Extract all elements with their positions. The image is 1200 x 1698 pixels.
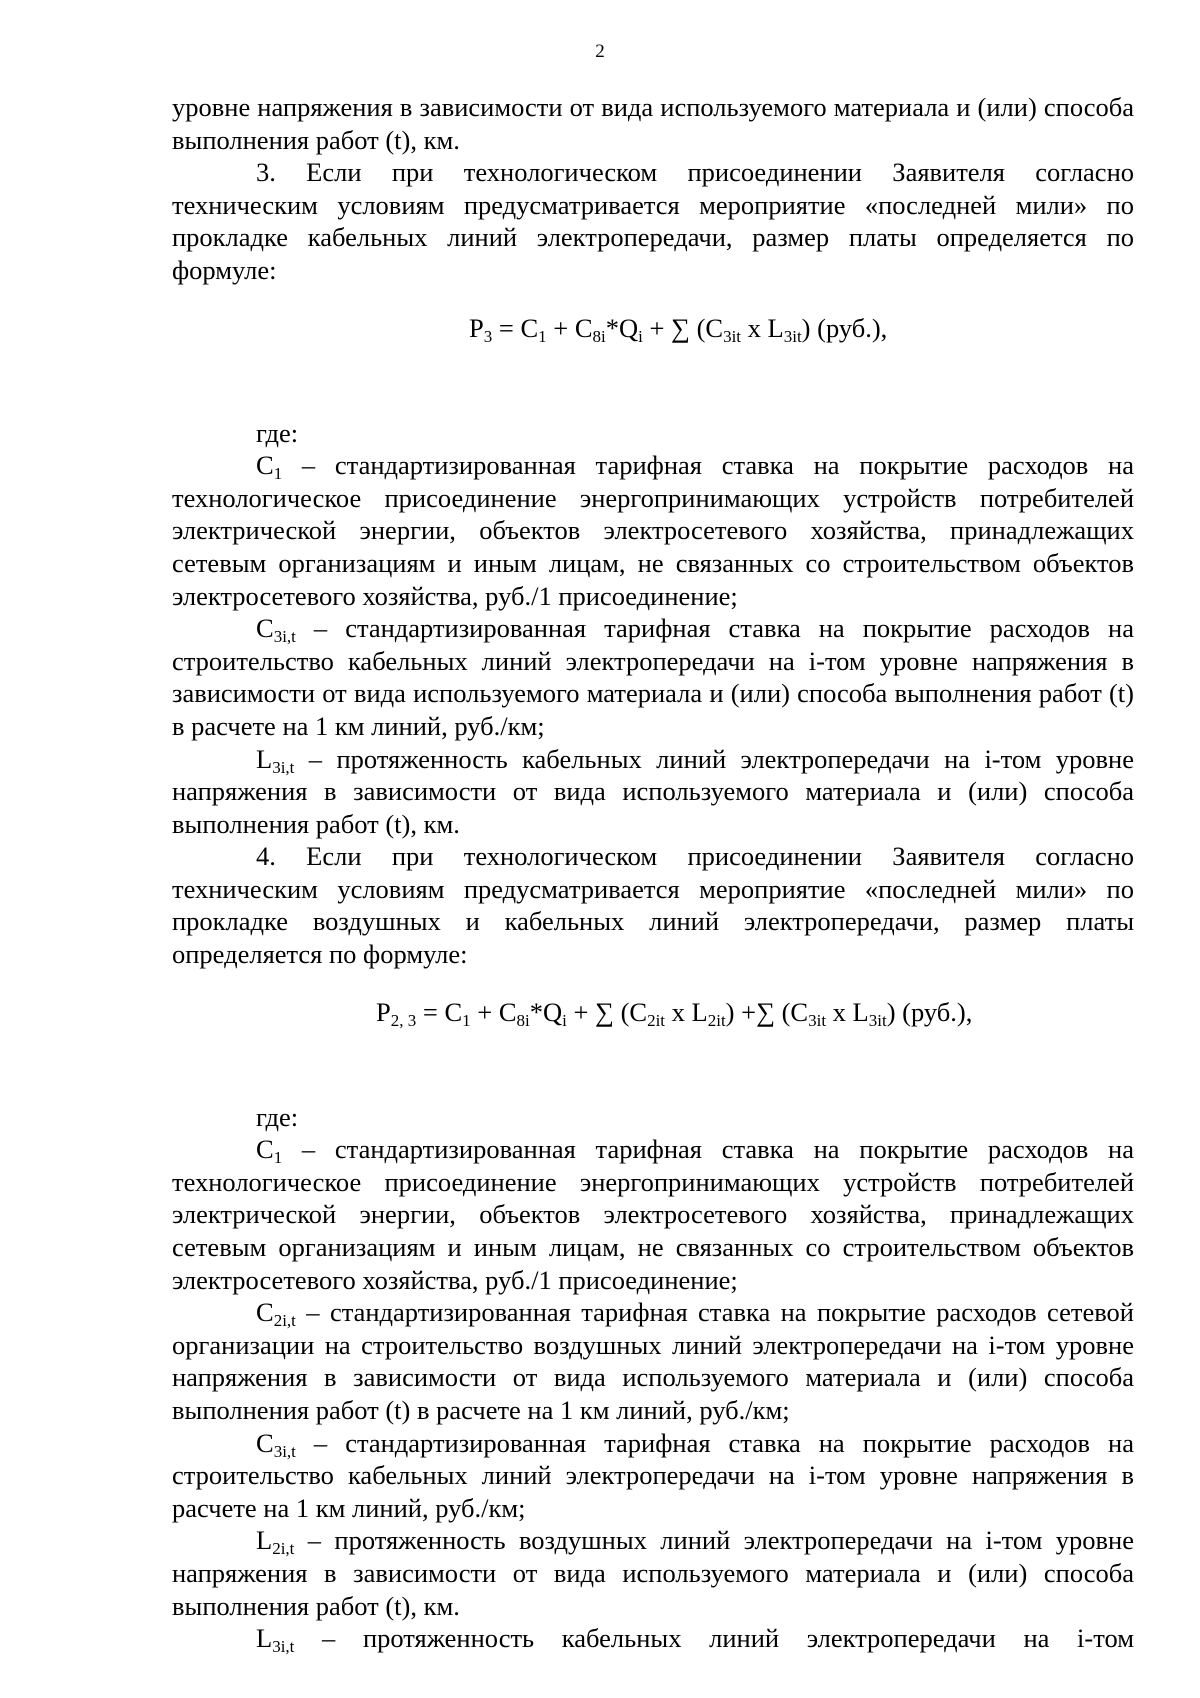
document-body <box>172 91 1134 1655</box>
formula-p23 <box>172 971 1134 1101</box>
definition-l3it: $L_{3i,t}$ – протяженность кабельных линий электропередачи на i-том <box>256 1623 1134 1657</box>
formula-p23-expression: $P_{2, 3} = C_1 + C_{8i}*Q_i$ + ∑ ($C_{2it}$ x $L_{2it}$) +∑ ($C_{3it}$ x $L_{3it}$) (руб.), <box>376 996 973 1030</box>
paragraph-continuation: уровне напряжения в зависимости от вида используемого материала и (или) способа выполнения работ (t), км. <box>172 92 1134 155</box>
formula-p3 <box>172 287 1134 417</box>
definition-c1: $C_1$ – стандартизированная тарифная ставка на покрытие расходов на технологическое присоединение энергопринимающих устройств потребителей электрической энергии, объектов электросетевого хозяйства, принадлежащих сетевым организациям и иным лицам, не связанных со строительством объектов электросетевого хозяйства, руб./1 присоединение; <box>172 450 1134 611</box>
formula-p3-expression: $P_3 = C_1 + C_{8i}*Q_i$ + ∑ ($C_{3it}$ x $L_{3it}$) (руб.), <box>469 312 888 346</box>
page-number: 2 <box>595 41 605 62</box>
where-label: где: <box>256 417 299 448</box>
definition-l2it: $L_{2i,t}$ – протяженность воздушных линий электропередачи на i-том уровне напряжения в зависимости от вида используемого материала и (или) способа выполнения работ (t), км. <box>172 1525 1134 1621</box>
definition-c2it: $C_{2i,t}$ – стандартизированная тарифная ставка на покрытие расходов сетевой организации на строительство воздушных линий электропередачи на i-том уровне напряжения в зависимости от вида используемого материала и (или) способа выполнения работ (t) в расчете на 1 км линий, руб./км; <box>172 1297 1134 1425</box>
paragraph-item-3: 3. Если при технологическом присоединении Заявителя согласно техническим условиям предусматривается мероприятие «последней мили» по прокладке кабельных линий электропередачи, размер платы определяется по формуле: <box>172 157 1134 285</box>
where-label: где: <box>256 1101 299 1132</box>
definition-l3it: $L_{3i,t}$ – протяженность кабельных линий электропередачи на i-том уровне напряжения в зависимости от вида используемого материала и (или) способа выполнения работ (t), км. <box>172 743 1134 839</box>
definition-c1: $C_1$ – стандартизированная тарифная ставка на покрытие расходов на технологическое присоединение энергопринимающих устройств потребителей электрической энергии, объектов электросетевого хозяйства, принадлежащих сетевым организациям и иным лицам, не связанных со строительством объектов электросетевого хозяйства, руб./1 присоединение; <box>172 1134 1134 1295</box>
definition-c3it: $C_{3i,t}$ – стандартизированная тарифная ставка на покрытие расходов на строительство кабельных линий электропередачи на i-том уровне напряжения в расчете на 1 км линий, руб./км; <box>172 1427 1134 1523</box>
paragraph-item-4: 4. Если при технологическом присоединении Заявителя согласно техническим условиям предусматривается мероприятие «последней мили» по прокладке воздушных и кабельных линий электропередачи, размер платы определяется по формуле: <box>172 841 1134 970</box>
definition-c3it: $C_{3i,t}$ – стандартизированная тарифная ставка на покрытие расходов на строительство кабельных линий электропередачи на i-том уровне напряжения в зависимости от вида используемого материала и (или) способа выполнения работ (t) в расчете на 1 км линий, руб./км; <box>172 613 1134 741</box>
